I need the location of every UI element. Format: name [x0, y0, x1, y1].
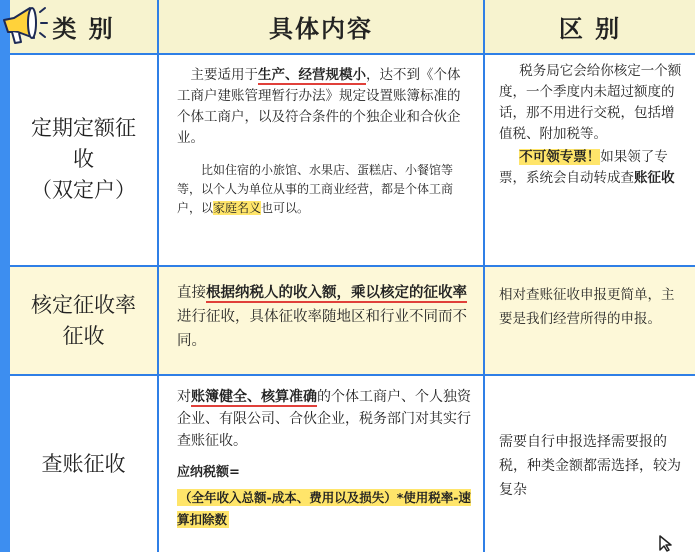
row1-warning-text: 不可领专票！	[519, 149, 601, 165]
row2-difference-text: 相对查账征收申报更简单，主要是我们经营所得的申报。	[499, 287, 675, 327]
divider	[483, 0, 485, 552]
text: 如果领了专票，系统会自动转成查	[499, 149, 668, 186]
row1-content	[159, 53, 483, 265]
cursor-icon	[656, 534, 678, 552]
row2-content-p1	[177, 281, 469, 353]
text: 账征收	[634, 170, 675, 186]
header-difference	[485, 0, 695, 53]
text: 对	[177, 389, 191, 405]
divider	[157, 0, 159, 552]
row3-content-p1	[177, 386, 471, 452]
formula-label: 应纳税额=	[177, 465, 240, 480]
header-content-label: 具体内容	[269, 15, 373, 43]
header-category-label: 类 别	[52, 15, 115, 43]
row1-category-line1: 定期定额征	[31, 115, 136, 140]
formula	[177, 487, 471, 531]
row3-category	[10, 376, 157, 552]
row1-content-p1	[177, 65, 469, 149]
row2-category	[10, 267, 157, 374]
text: 税务局它会给你核定一个额度，一个季度内未超过额度的话，那不用进行交税，包括增值税、附加税等。	[499, 63, 682, 142]
row3-underlined-text: 账簿健全、核算准确	[191, 389, 317, 405]
divider	[10, 374, 695, 376]
row1-category	[10, 53, 157, 265]
row1-difference	[485, 53, 695, 265]
header-difference-label: 区 别	[558, 15, 622, 43]
divider	[10, 265, 695, 267]
row2-content	[159, 267, 483, 374]
row3-content	[159, 376, 483, 552]
row2-difference	[485, 267, 695, 374]
row1-highlighted-text: 家庭名义	[213, 201, 262, 215]
text: 进行征收，具体征收率随地区和行业不同而不同。	[177, 309, 467, 349]
row1-category-line3: （双定户）	[31, 177, 136, 202]
row2-category-line2: 征收	[62, 323, 105, 348]
megaphone-icon	[0, 2, 48, 48]
text: 也可以。	[261, 201, 310, 215]
text: ，达不到《个体工商户建账管理暂行办法》规定设置账簿标准的个体工商户，以及符合条件的个独企业和合伙企业。	[177, 67, 461, 146]
text: 主要适用于	[190, 67, 258, 83]
row3-difference-text: 需要自行申报选择需要报的税，种类金额都需选择，较为复杂	[499, 434, 681, 498]
row1-underlined-text: 生产、经营规模小	[258, 67, 366, 83]
row1-category-line2: 收	[73, 146, 94, 171]
row2-underlined-text: 根据纳税人的收入额，乘以核定的征收率	[206, 285, 467, 301]
divider	[10, 53, 695, 55]
row2-category-line1: 核定征收率	[31, 292, 136, 317]
text: 比如住宿的小旅馆、水果店、蛋糕店、小餐馆等等，以个人为单位从事的工商业经营，都是个体工商户，以	[177, 163, 454, 215]
row1-difference-p2	[499, 147, 685, 189]
text: （全年收入总额-成本、费用以及损失）*使用税率-速算扣除数	[177, 490, 471, 527]
tax-collection-table	[10, 0, 695, 552]
row1-difference-p1	[499, 61, 685, 145]
header-content	[159, 0, 483, 53]
row3-difference	[485, 376, 695, 552]
row1-content-p2	[177, 161, 469, 218]
row3-category-line1: 查账征收	[41, 451, 126, 476]
text: 的个体工商户、个人独资企业、有限公司、合伙企业，税务部门对其实行查账征收。	[177, 389, 471, 449]
text: 直接	[177, 285, 206, 301]
